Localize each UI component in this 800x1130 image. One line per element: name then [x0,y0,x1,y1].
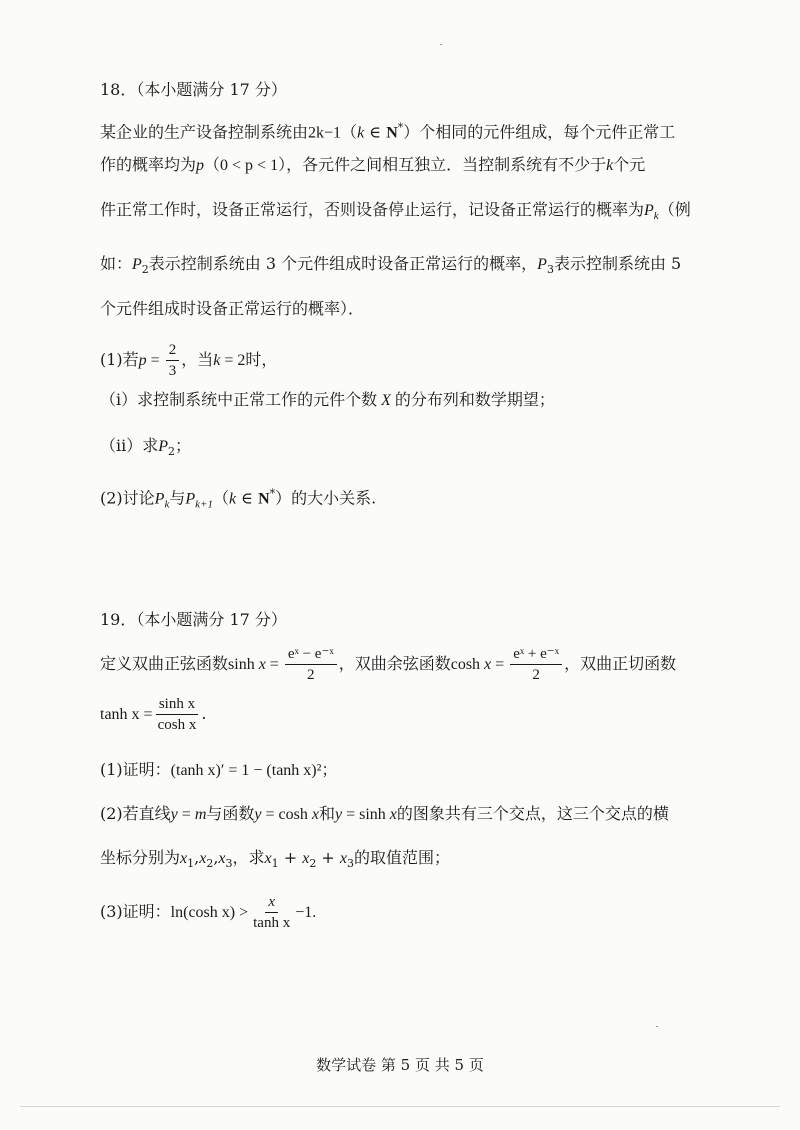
sinh-fraction: $\frac{\text{eˣ − e⁻ˣ}}{2}$ [285,644,337,685]
q18-part1: (1)若p = $\frac{2}{3}$ ，当k = 2时， [100,342,278,379]
q18-part1-ii: （ii）求$P_2$； [100,436,192,459]
q18-line4: 如：$P_2$表示控制系统由 3 个元件组成时设备正常运行的概率，$P_3$表示控制系统由 5 [100,254,682,277]
q19-definition: 定义双曲正弦函数sinh x = $\frac{\text{eˣ − e⁻ˣ}}{2}$ ，双曲余弦函数cosh x = $\frac{\text{eˣ + e⁻ˣ}}{2}$ ，双曲正切函数 [100,646,677,683]
q19-part2-line1: (2)若直线y = m与函数y = cosh x和y = sinh x的图象共有三个交点，这三个交点的横 [100,804,669,823]
x-over-tanh-fraction: $\frac{x}{\text{tanh x}}$ [253,894,291,931]
q18-part2: (2)讨论$P_k$与$P_{k+1}(k$ ∈ N*）的大小关系. [100,487,377,511]
q19-header: 19．（本小题满分 17 分） [100,610,287,629]
cosh-fraction: $\frac{\text{eˣ + e⁻ˣ}}{2}$ [510,644,562,685]
q19-part2-line2: 坐标分别为$x_1,x_2,x_3$，求$x_1 + x_2 + x_3$的取值范围； [100,848,451,871]
tanh-fraction: $\frac{\text{sinh x}}{\text{cosh x}}$ [157,696,197,733]
page-footer: 数学试卷 第 5 页 共 5 页 [316,1056,484,1074]
bottom-divider [20,1106,780,1107]
q18-line3: 件正常工作时，设备正常运行，否则设备停止运行，记设备正常运行的概率为$P_k$（例 [100,200,691,223]
q18-line1: 某企业的生产设备控制系统由2k−1（k ∈ N*）个相同的元件组成，每个元件正常工 [100,121,676,142]
q19-part1: (1)证明：(tanh x)′ = 1 − (tanh x)²； [100,760,338,779]
q19-part3: (3)证明：ln(cosh x) > $\frac{x}{\text{tanh x}}$ −1. [100,894,317,931]
q18-part1-i: （i）求控制系统中正常工作的元件个数 X 的分布列和数学期望； [100,390,555,409]
q18-line5: 个元件组成时设备正常运行的概率）． [100,299,365,318]
q18-header: 18．（本小题满分 17 分） [100,80,287,99]
q19-tanh-def: tanh x = $\frac{\text{sinh x}}{\text{cosh x}}$ . [100,696,207,733]
q18-line2: 作的概率均为p（0 < p < 1），各元件之间相互独立．当控制系统有不少于k个元 [100,155,646,174]
fraction-two-thirds: $\frac{2}{3}$ [166,340,180,381]
